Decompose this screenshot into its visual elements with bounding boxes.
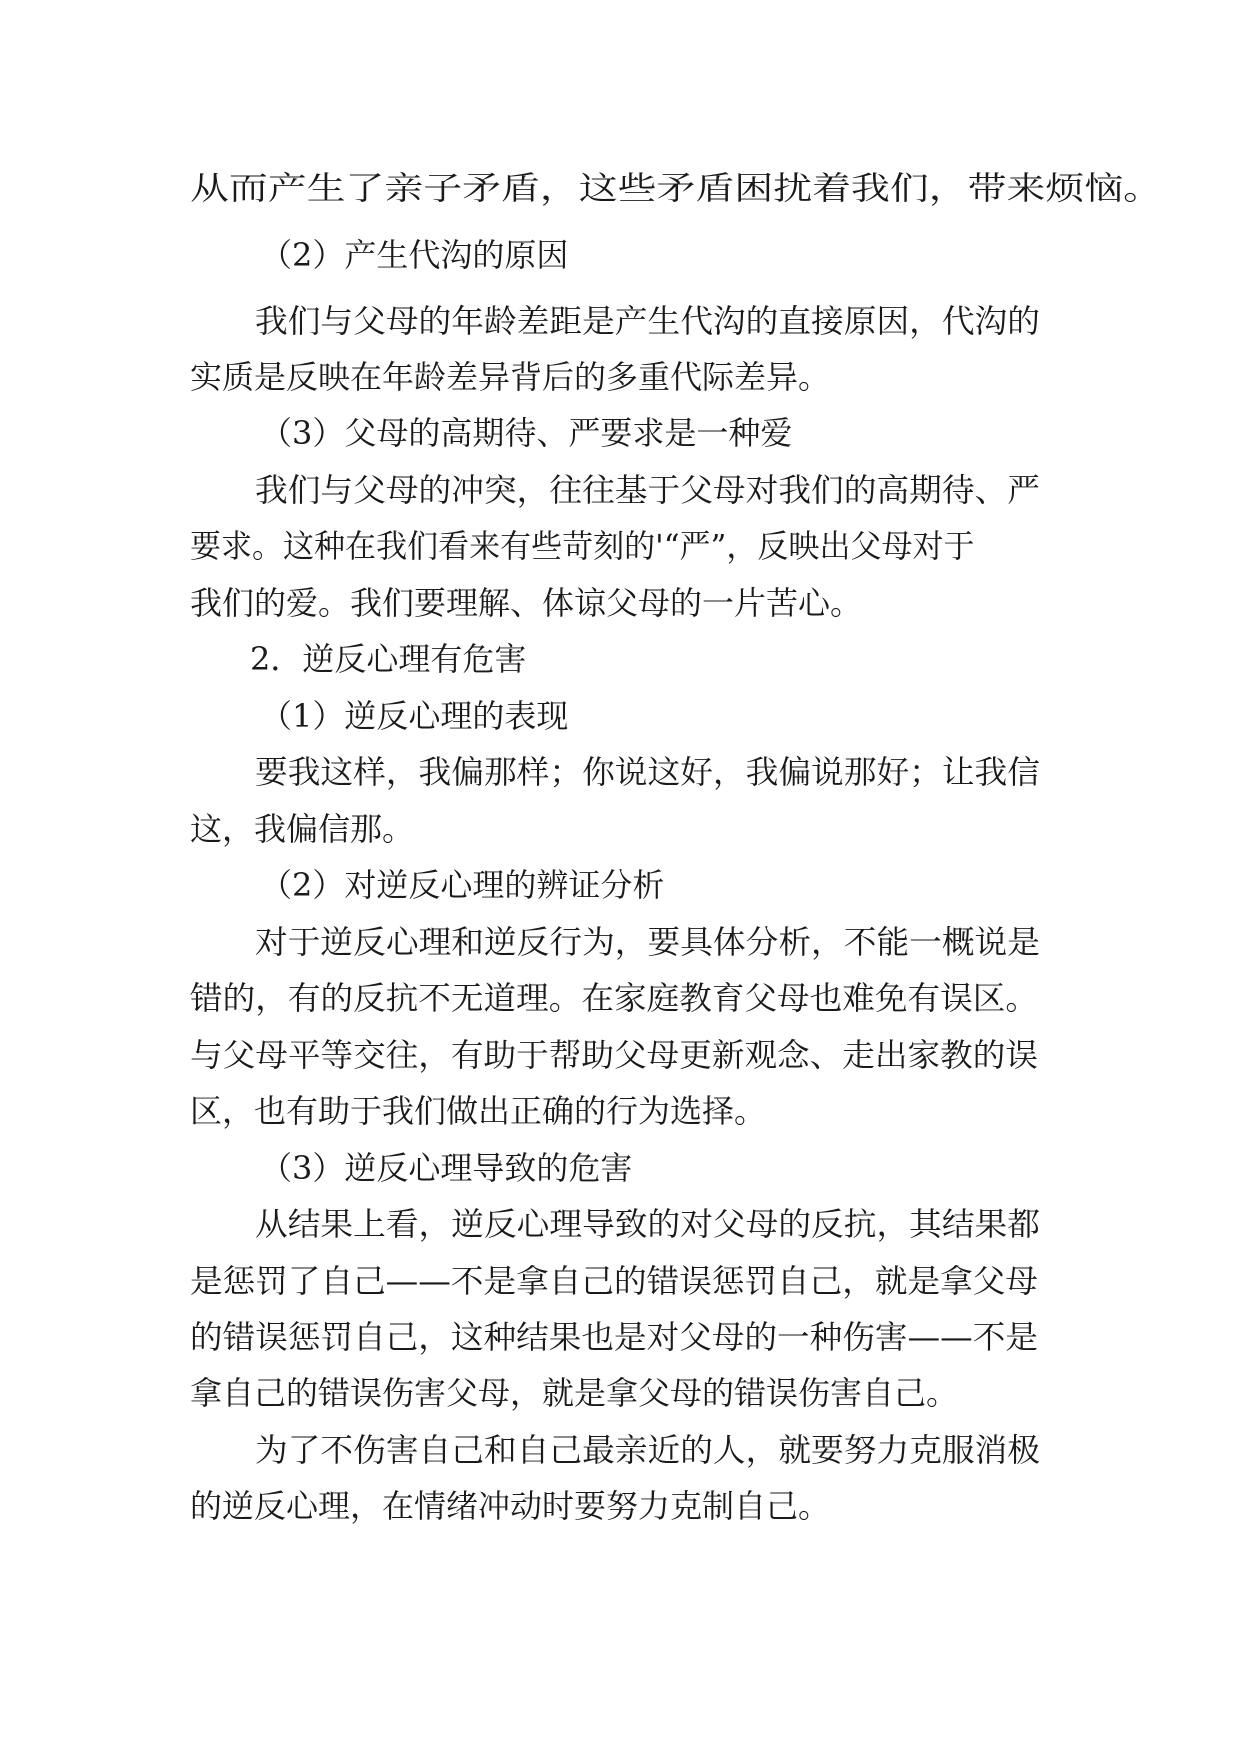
body-line: 要求。这种在我们看来有些苛刻的'“严”，反映出父母对于 [190,527,975,565]
body-line: 从结果上看，逆反心理导致的对父母的反抗，其结果都 [255,1205,1040,1243]
body-line: 对于逆反心理和逆反行为，要具体分析，不能一概说是 [255,923,1040,961]
body-line: 区，也有助于我们做出正确的行为选择。 [190,1092,767,1130]
body-line: 要我这样，我偏那样；你说这好，我偏说那好；让我信 [255,753,1040,791]
body-line: 是惩罚了自己——不是拿自己的错误惩罚自己，就是拿父母 [190,1262,1038,1300]
body-line: 我们的爱。我们要理解、体谅父母的一片苦心。 [190,584,863,622]
subheading: （3）逆反心理导致的危害 [260,1149,633,1187]
body-line: 实质是反映在年龄差异背后的多重代际差异。 [190,358,831,396]
body-line: 错的，有的反抗不无道理。在家庭教育父母也难免有误区。 [190,979,1038,1017]
subheading: （3）父母的高期待、严要求是一种爱 [260,414,793,452]
body-line: 从而产生了亲子矛盾，这些矛盾困扰着我们，带来烦恼。 [190,169,1163,207]
body-line: 的错误惩罚自己，这种结果也是对父母的一种伤害——不是 [190,1318,1038,1356]
subheading: （2）产生代沟的原因 [260,236,569,274]
body-line: 为了不伤害自己和自己最亲近的人，就要努力克服消极 [255,1431,1040,1469]
body-line: 我们与父母的年龄差距是产生代沟的直接原因，代沟的 [255,302,1040,340]
body-line: 的逆反心理，在情绪冲动时要努力克制自己。 [190,1487,831,1525]
body-line: 我们与父母的冲突，往往基于父母对我们的高期待、严 [255,471,1040,509]
subheading: （1）逆反心理的表现 [260,697,569,735]
body-line: 与父母平等交往，有助于帮助父母更新观念、走出家教的误 [190,1036,1038,1074]
section-heading: 2．逆反心理有危害 [250,640,527,678]
body-line: 这，我偏信那。 [190,810,415,848]
subheading: （2）对逆反心理的辨证分析 [260,866,665,904]
body-line: 拿自己的错误伤害父母，就是拿父母的错误伤害自己。 [190,1374,959,1412]
